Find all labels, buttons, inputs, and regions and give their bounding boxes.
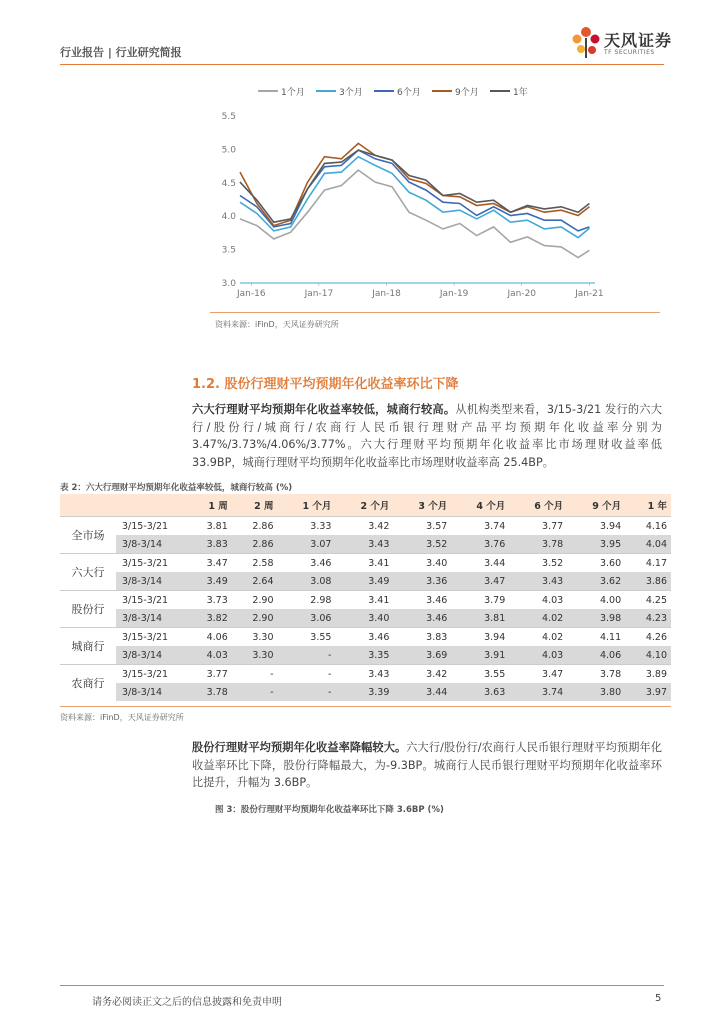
row-group-label: 全市场 <box>60 517 116 554</box>
value-cell: 3.55 <box>451 665 509 684</box>
table-header-cell: 2 个月 <box>335 494 393 517</box>
section-paragraph-2 <box>192 739 662 792</box>
value-cell: 3.40 <box>393 554 451 573</box>
legend-label: 3个月 <box>339 88 363 98</box>
value-cell: - <box>278 665 336 684</box>
header-rule <box>60 64 664 65</box>
yield-table <box>60 494 671 701</box>
table-row <box>60 591 671 610</box>
value-cell: 3.30 <box>232 646 278 665</box>
value-cell: 3.77 <box>186 665 232 684</box>
value-cell: 3.60 <box>567 554 625 573</box>
table-source: 资料来源：iFinD，天风证券研究所 <box>60 713 184 722</box>
value-cell: 3.43 <box>509 572 567 591</box>
y-tick-label: 4.5 <box>221 178 236 189</box>
value-cell: 3.46 <box>278 554 336 573</box>
value-cell: 3.82 <box>186 609 232 628</box>
table-header-cell: 6 个月 <box>509 494 567 517</box>
value-cell: 3.57 <box>393 517 451 536</box>
value-cell: 2.86 <box>232 517 278 536</box>
value-cell: 3.79 <box>451 591 509 610</box>
table-header-cell <box>116 494 186 517</box>
row-group-label: 农商行 <box>60 665 116 702</box>
value-cell: 3.44 <box>393 683 451 701</box>
table-row <box>60 535 671 554</box>
value-cell: 3.81 <box>186 517 232 536</box>
value-cell: 3.49 <box>186 572 232 591</box>
period-cell: 3/8-3/14 <box>116 535 186 554</box>
value-cell: 3.80 <box>567 683 625 701</box>
value-cell: 3.55 <box>278 628 336 647</box>
legend-label: 9个月 <box>455 88 479 98</box>
period-cell: 3/15-3/21 <box>116 665 186 684</box>
value-cell: 3.39 <box>335 683 393 701</box>
header-breadcrumb: 行业报告 | 行业研究简报 <box>60 46 182 59</box>
value-cell: - <box>278 646 336 665</box>
value-cell: 3.86 <box>625 572 671 591</box>
value-cell: 3.52 <box>509 554 567 573</box>
value-cell: 4.02 <box>509 609 567 628</box>
value-cell: 3.44 <box>451 554 509 573</box>
value-cell: 3.76 <box>451 535 509 554</box>
para1-body: 从机构类型来看，3/15-3/21 发行的六大行/股份行/城商行/农商行人民币银行理财产品平均预期年化收益率分别为3.47%/3.73%/4.06%/3.77%。六大行理财平均预期年化收益率比市场理财收益率低 33.9BP，城商行理财平均预期年化收益率比市场理财收益率高 25.4BP。 <box>192 403 662 469</box>
value-cell: 3.47 <box>451 572 509 591</box>
value-cell: 3.94 <box>567 517 625 536</box>
legend-label: 1个月 <box>281 88 305 98</box>
period-cell: 3/8-3/14 <box>116 609 186 628</box>
value-cell: 4.06 <box>186 628 232 647</box>
value-cell: 3.83 <box>186 535 232 554</box>
value-cell: 4.23 <box>625 609 671 628</box>
value-cell: 3.78 <box>567 665 625 684</box>
value-cell: 3.73 <box>186 591 232 610</box>
value-cell: 4.26 <box>625 628 671 647</box>
value-cell: 4.03 <box>186 646 232 665</box>
value-cell: 2.64 <box>232 572 278 591</box>
table-row <box>60 665 671 684</box>
period-cell: 3/15-3/21 <box>116 554 186 573</box>
period-cell: 3/15-3/21 <box>116 517 186 536</box>
value-cell: 3.97 <box>625 683 671 701</box>
x-tick-label: Jan-19 <box>439 289 469 299</box>
legend-label: 6个月 <box>397 88 421 98</box>
value-cell: 4.10 <box>625 646 671 665</box>
value-cell: 2.58 <box>232 554 278 573</box>
value-cell: 2.86 <box>232 535 278 554</box>
value-cell: 3.98 <box>567 609 625 628</box>
chart-source: 资料来源：iFinD，天风证券研究所 <box>215 320 339 329</box>
para2-lead: 股份行理财平均预期年化收益率降幅较大。 <box>192 741 407 754</box>
value-cell: 3.35 <box>335 646 393 665</box>
legend-label: 1年 <box>513 88 528 98</box>
table-bottom-rule <box>60 706 671 707</box>
value-cell: 3.95 <box>567 535 625 554</box>
value-cell: 2.98 <box>278 591 336 610</box>
table-row <box>60 628 671 647</box>
value-cell: 3.91 <box>451 646 509 665</box>
table-row <box>60 683 671 701</box>
table-row <box>60 609 671 628</box>
value-cell: 3.78 <box>186 683 232 701</box>
value-cell: 4.03 <box>509 591 567 610</box>
period-cell: 3/8-3/14 <box>116 646 186 665</box>
value-cell: 2.90 <box>232 609 278 628</box>
row-group-label: 股份行 <box>60 591 116 628</box>
value-cell: - <box>232 683 278 701</box>
brand-logo <box>570 24 680 64</box>
value-cell: 3.74 <box>509 683 567 701</box>
value-cell: 4.04 <box>625 535 671 554</box>
series-line-2 <box>240 157 589 238</box>
value-cell: 3.41 <box>335 554 393 573</box>
page-number: 5 <box>655 993 662 1004</box>
para2-body: 六大行/股份行/农商行人民币银行理财平均预期年化收益率环比下降，股份行降幅最大，为-9.3BP。城商行人民币银行理财平均预期年化收益率环比提升，升幅为 3.6BP。 <box>192 741 662 789</box>
table-header-cell: 1 个月 <box>278 494 336 517</box>
yield-line-chart <box>210 78 610 308</box>
value-cell: - <box>232 665 278 684</box>
value-cell: 3.42 <box>393 665 451 684</box>
x-tick-label: Jan-16 <box>236 289 266 299</box>
brand-flower-icon <box>570 24 602 60</box>
value-cell: 4.11 <box>567 628 625 647</box>
x-tick-label: Jan-21 <box>575 289 604 299</box>
value-cell: 4.00 <box>567 591 625 610</box>
y-tick-label: 3.0 <box>221 279 236 289</box>
table-header-cell <box>60 494 116 517</box>
value-cell: 3.46 <box>393 609 451 628</box>
table-header-cell: 1 周 <box>186 494 232 517</box>
value-cell: 3.78 <box>509 535 567 554</box>
value-cell: 3.63 <box>451 683 509 701</box>
series-line-3 <box>240 150 589 231</box>
series-line-5 <box>240 150 589 222</box>
table-row <box>60 646 671 665</box>
x-tick-label: Jan-17 <box>304 289 334 299</box>
value-cell: 3.94 <box>451 628 509 647</box>
brand-name: 天风证券 <box>604 31 673 50</box>
value-cell: 3.52 <box>393 535 451 554</box>
value-cell: 3.40 <box>335 609 393 628</box>
value-cell: 3.74 <box>451 517 509 536</box>
value-cell: 3.49 <box>335 572 393 591</box>
table-row <box>60 554 671 573</box>
para1-lead: 六大行理财平均预期年化收益率较低，城商行较高。 <box>192 403 456 416</box>
value-cell: 3.62 <box>567 572 625 591</box>
period-cell: 3/8-3/14 <box>116 683 186 701</box>
figure-caption: 图 3：股份行理财平均预期年化收益率环比下降 3.6BP (%) <box>215 805 444 815</box>
value-cell: 3.36 <box>393 572 451 591</box>
value-cell: 4.17 <box>625 554 671 573</box>
period-cell: 3/15-3/21 <box>116 591 186 610</box>
value-cell: 3.81 <box>451 609 509 628</box>
table-header-cell: 2 周 <box>232 494 278 517</box>
table-row <box>60 572 671 591</box>
value-cell: 2.90 <box>232 591 278 610</box>
value-cell: 3.41 <box>335 591 393 610</box>
value-cell: 3.43 <box>335 665 393 684</box>
row-group-label: 城商行 <box>60 628 116 665</box>
table-header-cell: 3 个月 <box>393 494 451 517</box>
period-cell: 3/8-3/14 <box>116 572 186 591</box>
brand-subtitle: TF SECURITIES <box>604 49 655 56</box>
value-cell: 3.33 <box>278 517 336 536</box>
period-cell: 3/15-3/21 <box>116 628 186 647</box>
x-tick-label: Jan-20 <box>507 289 537 299</box>
value-cell: - <box>278 683 336 701</box>
section-title: 1.2. 股份行理财平均预期年化收益率环比下降 <box>192 377 459 392</box>
value-cell: 3.69 <box>393 646 451 665</box>
value-cell: 3.47 <box>186 554 232 573</box>
value-cell: 3.30 <box>232 628 278 647</box>
y-tick-label: 5.5 <box>221 112 236 122</box>
table-header-cell: 4 个月 <box>451 494 509 517</box>
value-cell: 3.77 <box>509 517 567 536</box>
value-cell: 3.47 <box>509 665 567 684</box>
footer-rule <box>60 985 664 986</box>
value-cell: 3.06 <box>278 609 336 628</box>
value-cell: 3.89 <box>625 665 671 684</box>
value-cell: 3.07 <box>278 535 336 554</box>
section-paragraph-1 <box>192 401 662 471</box>
table-header-row <box>60 494 671 517</box>
value-cell: 4.03 <box>509 646 567 665</box>
table-header-cell: 1 年 <box>625 494 671 517</box>
value-cell: 3.43 <box>335 535 393 554</box>
table-header-cell: 9 个月 <box>567 494 625 517</box>
row-group-label: 六大行 <box>60 554 116 591</box>
value-cell: 3.08 <box>278 572 336 591</box>
table-row <box>60 517 671 536</box>
footer-disclaimer: 请务必阅读正文之后的信息披露和免责申明 <box>92 997 282 1008</box>
series-line-1 <box>240 170 589 258</box>
table-caption: 表 2：六大行理财平均预期年化收益率较低，城商行较高 (%) <box>60 483 293 493</box>
value-cell: 3.83 <box>393 628 451 647</box>
x-tick-label: Jan-18 <box>372 289 401 299</box>
value-cell: 3.46 <box>335 628 393 647</box>
value-cell: 4.02 <box>509 628 567 647</box>
chart-bottom-rule <box>210 312 660 313</box>
y-tick-label: 5.0 <box>221 145 236 156</box>
value-cell: 4.25 <box>625 591 671 610</box>
y-tick-label: 4.0 <box>221 212 236 223</box>
value-cell: 4.16 <box>625 517 671 536</box>
value-cell: 3.46 <box>393 591 451 610</box>
value-cell: 4.06 <box>567 646 625 665</box>
y-tick-label: 3.5 <box>221 245 236 256</box>
value-cell: 3.42 <box>335 517 393 536</box>
